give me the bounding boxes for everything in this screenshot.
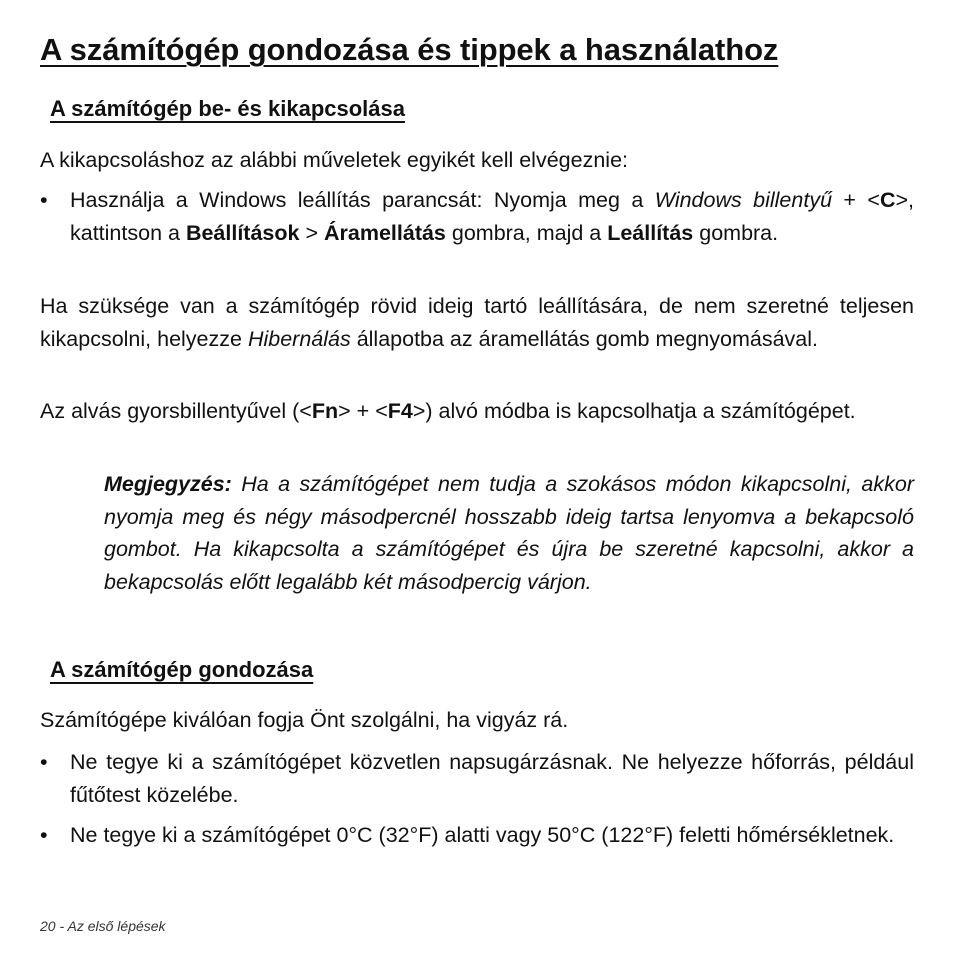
hibernate-term: Hibernálás [247, 326, 351, 351]
note-block: Megjegyzés: Ha a számítógépet nem tudja a szokásos módon kikapcsolni, akkor nyomja meg és négy másodpercnél hosszabb ideig tartsa lenyomva a bekapcsoló gombot. Ha kikapcsolta a számítógépet és újra be szeretné kapcsolni, akkor a bekapcsolás előtt legalább két másodpercig várjon. [104, 472, 914, 594]
bullet-marker: • [40, 188, 48, 212]
section-heading-power: A számítógép be- és kikapcsolása [50, 96, 405, 121]
power-term: Áramellátás [323, 220, 446, 245]
key-c: C [879, 188, 896, 212]
list-item [40, 746, 914, 811]
page-footer: 20 - Az első lépések [40, 918, 166, 934]
windows-key-text: Windows billentyű [654, 188, 833, 212]
care-intro: Számítógépe kiválóan fogja Önt szolgálni, ha vigyáz rá. [40, 708, 569, 732]
key-f4: F4 [387, 399, 413, 423]
key-fn: Fn [311, 399, 339, 423]
list-item [40, 184, 914, 249]
section-heading-care: A számítógép gondozása [50, 657, 314, 682]
power-intro: A kikapcsoláshoz az alábbi műveletek egyikét kell elvégeznie: [40, 148, 628, 172]
shutdown-term: Leállítás [607, 220, 694, 245]
list-item [40, 819, 914, 852]
hibernate-paragraph: Ha szüksége van a számítógép rövid ideig tartó leállítására, de nem szeretné teljesen kikapcsolni, helyezze Hibernálás állapotba az áramellátás gomb megnyomásával. [40, 294, 914, 351]
page-title: A számítógép gondozása és tippek a használathoz [40, 32, 779, 67]
settings-term: Beállítások [185, 220, 300, 245]
bullet-marker: • [40, 823, 48, 847]
note-label: Megjegyzés: [104, 472, 232, 496]
shutdown-instructions: Használja a Windows leállítás parancsát: Nyomja meg a Windows billentyű + <C>, kattintson a Beállítások > Áramellátás gombra, majd a Leállítás gombra. [70, 188, 914, 245]
bullet-marker: • [40, 750, 48, 774]
list-item-text: Ne tegye ki a számítógépet közvetlen napsugárzásnak. Ne helyezze hőforrás, például fűtőtest közelébe. [70, 750, 914, 807]
sleep-paragraph: Az alvás gyorsbillentyűvel (<Fn> + <F4>) alvó módba is kapcsolhatja a számítógépet. [40, 399, 856, 423]
list-item-text: Ne tegye ki a számítógépet 0°C (32°F) alatti vagy 50°C (122°F) feletti hőmérsékletnek. [70, 823, 895, 847]
